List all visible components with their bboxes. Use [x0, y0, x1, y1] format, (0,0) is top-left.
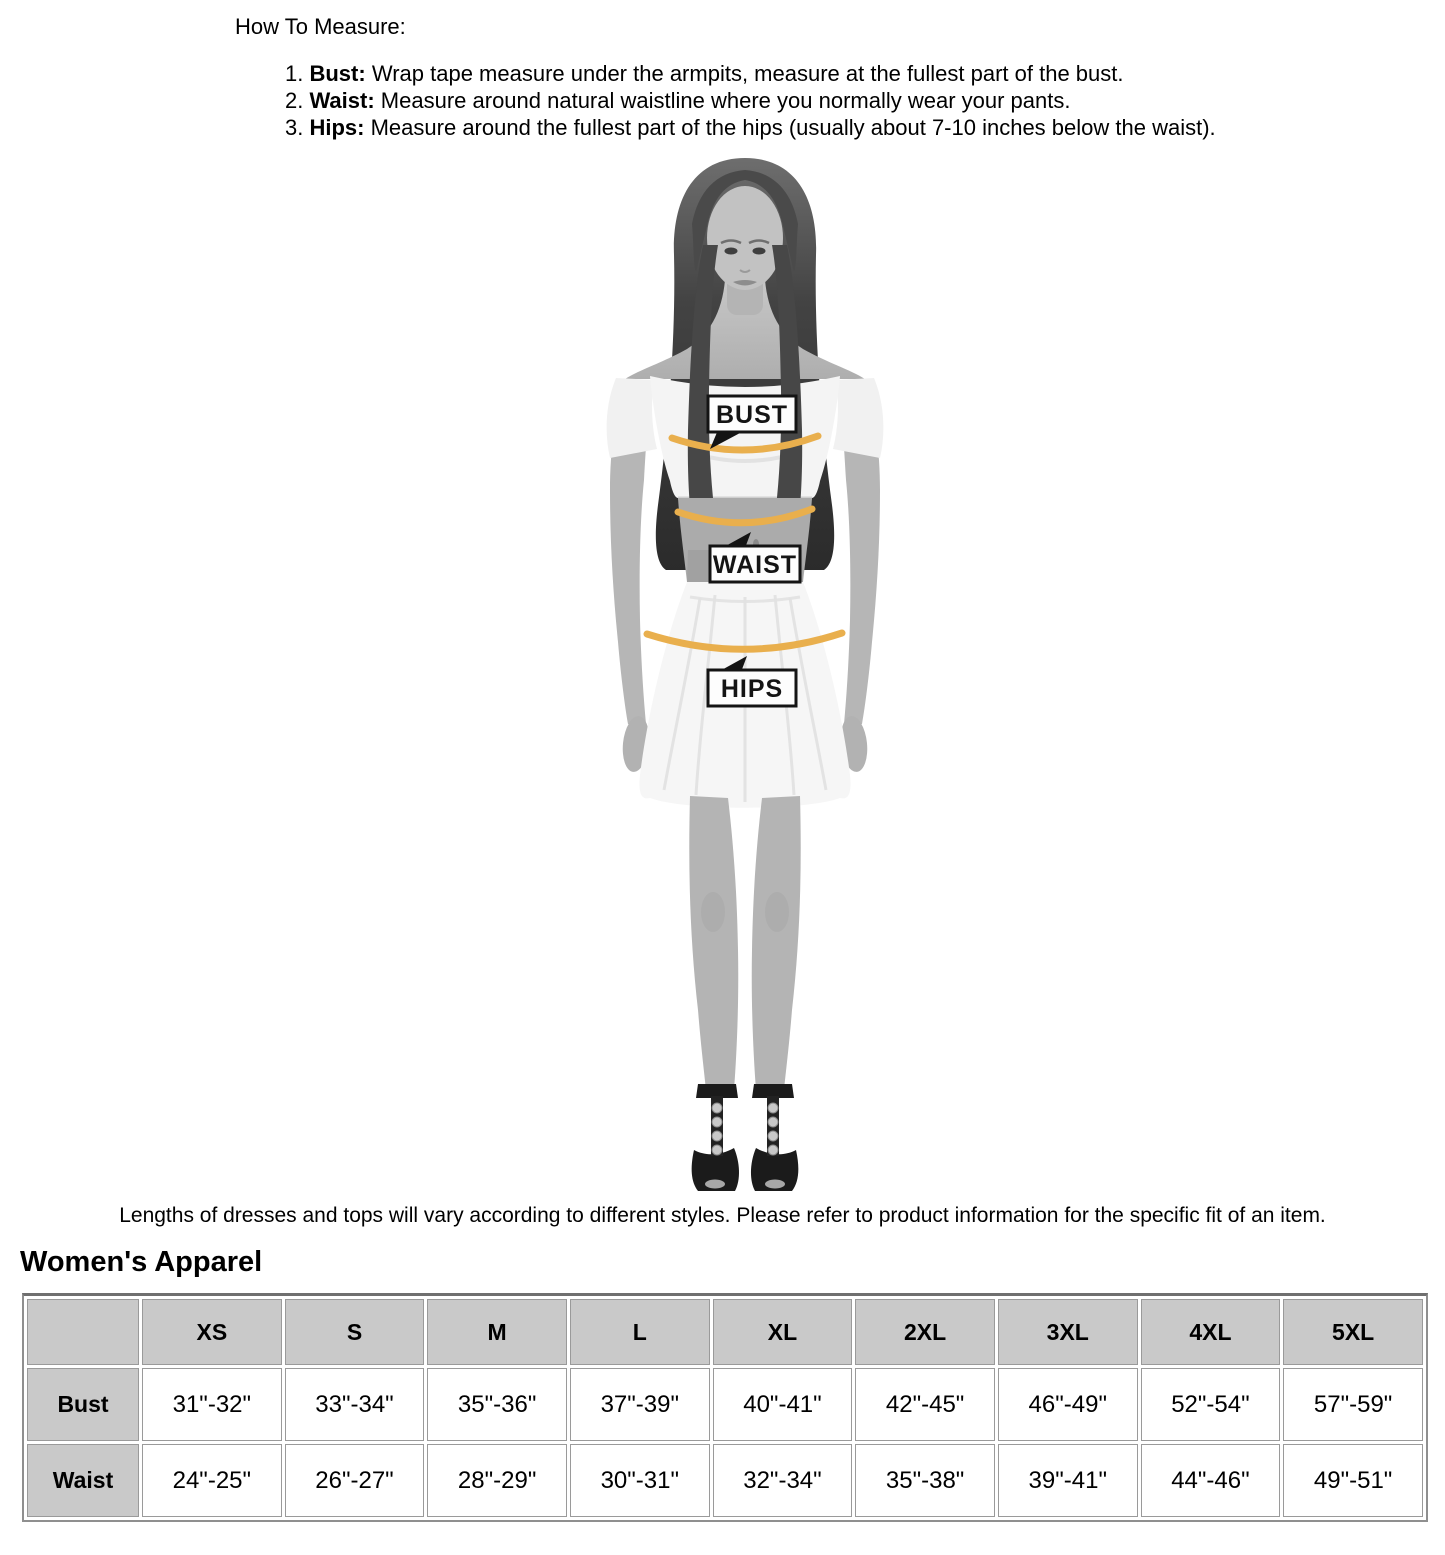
instruction-term: Waist:	[309, 88, 375, 113]
waist-value: 24"-25"	[142, 1444, 282, 1517]
waist-value: 49"-51"	[1283, 1444, 1423, 1517]
hips-label-text: HIPS	[720, 675, 784, 703]
instruction-text: Measure around natural waistline where you normally wear your pants.	[380, 88, 1071, 113]
left-sleeve	[607, 378, 657, 458]
size-header-xs: XS	[142, 1299, 282, 1365]
how-to-measure-title: How To Measure:	[235, 14, 406, 39]
bust-row	[27, 1368, 1423, 1441]
bust-value: 57"-59"	[1283, 1368, 1423, 1441]
instruction-text: Measure around the fullest part of the hips (usually about 7-10 inches below the waist).	[370, 115, 1216, 140]
instruction-term: Bust:	[309, 61, 366, 86]
size-table	[22, 1293, 1428, 1522]
size-header-m: M	[427, 1299, 567, 1365]
bust-value: 46"-49"	[998, 1368, 1138, 1441]
bust-value: 31"-32"	[142, 1368, 282, 1441]
bust-value: 52"-54"	[1141, 1368, 1281, 1441]
waist-value: 44"-46"	[1141, 1444, 1281, 1517]
instruction-number: 2.	[285, 88, 304, 113]
size-header-5xl: 5XL	[1283, 1299, 1423, 1365]
left-leg	[689, 796, 738, 1090]
waist-value: 32"-34"	[713, 1444, 853, 1517]
size-header-row	[27, 1299, 1423, 1365]
waist-value: 30"-31"	[570, 1444, 710, 1517]
waist-row	[27, 1444, 1423, 1517]
right-eye	[753, 248, 766, 255]
right-knee-shade	[765, 892, 789, 932]
right-leg-group	[752, 796, 801, 1090]
fit-note: Lengths of dresses and tops will vary according to different styles. Please refer to product information for the specific fit of an item.	[119, 1204, 1326, 1227]
waist-value: 39"-41"	[998, 1444, 1138, 1517]
bust-value: 33"-34"	[285, 1368, 425, 1441]
bust-value: 37"-39"	[570, 1368, 710, 1441]
instruction-text: Wrap tape measure under the armpits, measure at the fullest part of the bust.	[371, 61, 1124, 86]
right-leg	[752, 796, 801, 1090]
size-header-s: S	[285, 1299, 425, 1365]
right-shoe	[751, 1084, 798, 1191]
waist-row-label: Waist	[27, 1444, 139, 1517]
measure-instructions	[285, 60, 1216, 141]
size-header-2xl: 2XL	[855, 1299, 995, 1365]
instruction-waist	[285, 87, 1216, 114]
corner-cell	[27, 1299, 139, 1365]
waist-value: 35"-38"	[855, 1444, 995, 1517]
size-header-l: L	[570, 1299, 710, 1365]
left-eye	[725, 248, 738, 255]
bust-value: 40"-41"	[713, 1368, 853, 1441]
size-header-3xl: 3XL	[998, 1299, 1138, 1365]
womens-apparel-heading: Women's Apparel	[20, 1246, 263, 1278]
measurement-model-figure	[450, 150, 1040, 1195]
left-knee-shade	[701, 892, 725, 932]
instruction-number: 3.	[285, 115, 304, 140]
instruction-hips	[285, 114, 1216, 141]
instruction-bust	[285, 60, 1216, 87]
instruction-term: Hips:	[309, 115, 365, 140]
size-header-xl: XL	[713, 1299, 853, 1365]
bust-value: 35"-36"	[427, 1368, 567, 1441]
bust-label-text: BUST	[715, 401, 789, 429]
right-sleeve	[833, 378, 883, 458]
bust-value: 42"-45"	[855, 1368, 995, 1441]
size-header-4xl: 4XL	[1141, 1299, 1281, 1365]
model-illustration	[450, 150, 1040, 1195]
face	[707, 186, 783, 290]
waist-value: 26"-27"	[285, 1444, 425, 1517]
waist-label-text: WAIST	[712, 551, 798, 579]
left-shoe	[692, 1084, 739, 1191]
bust-row-label: Bust	[27, 1368, 139, 1441]
instruction-number: 1.	[285, 61, 304, 86]
waist-value: 28"-29"	[427, 1444, 567, 1517]
